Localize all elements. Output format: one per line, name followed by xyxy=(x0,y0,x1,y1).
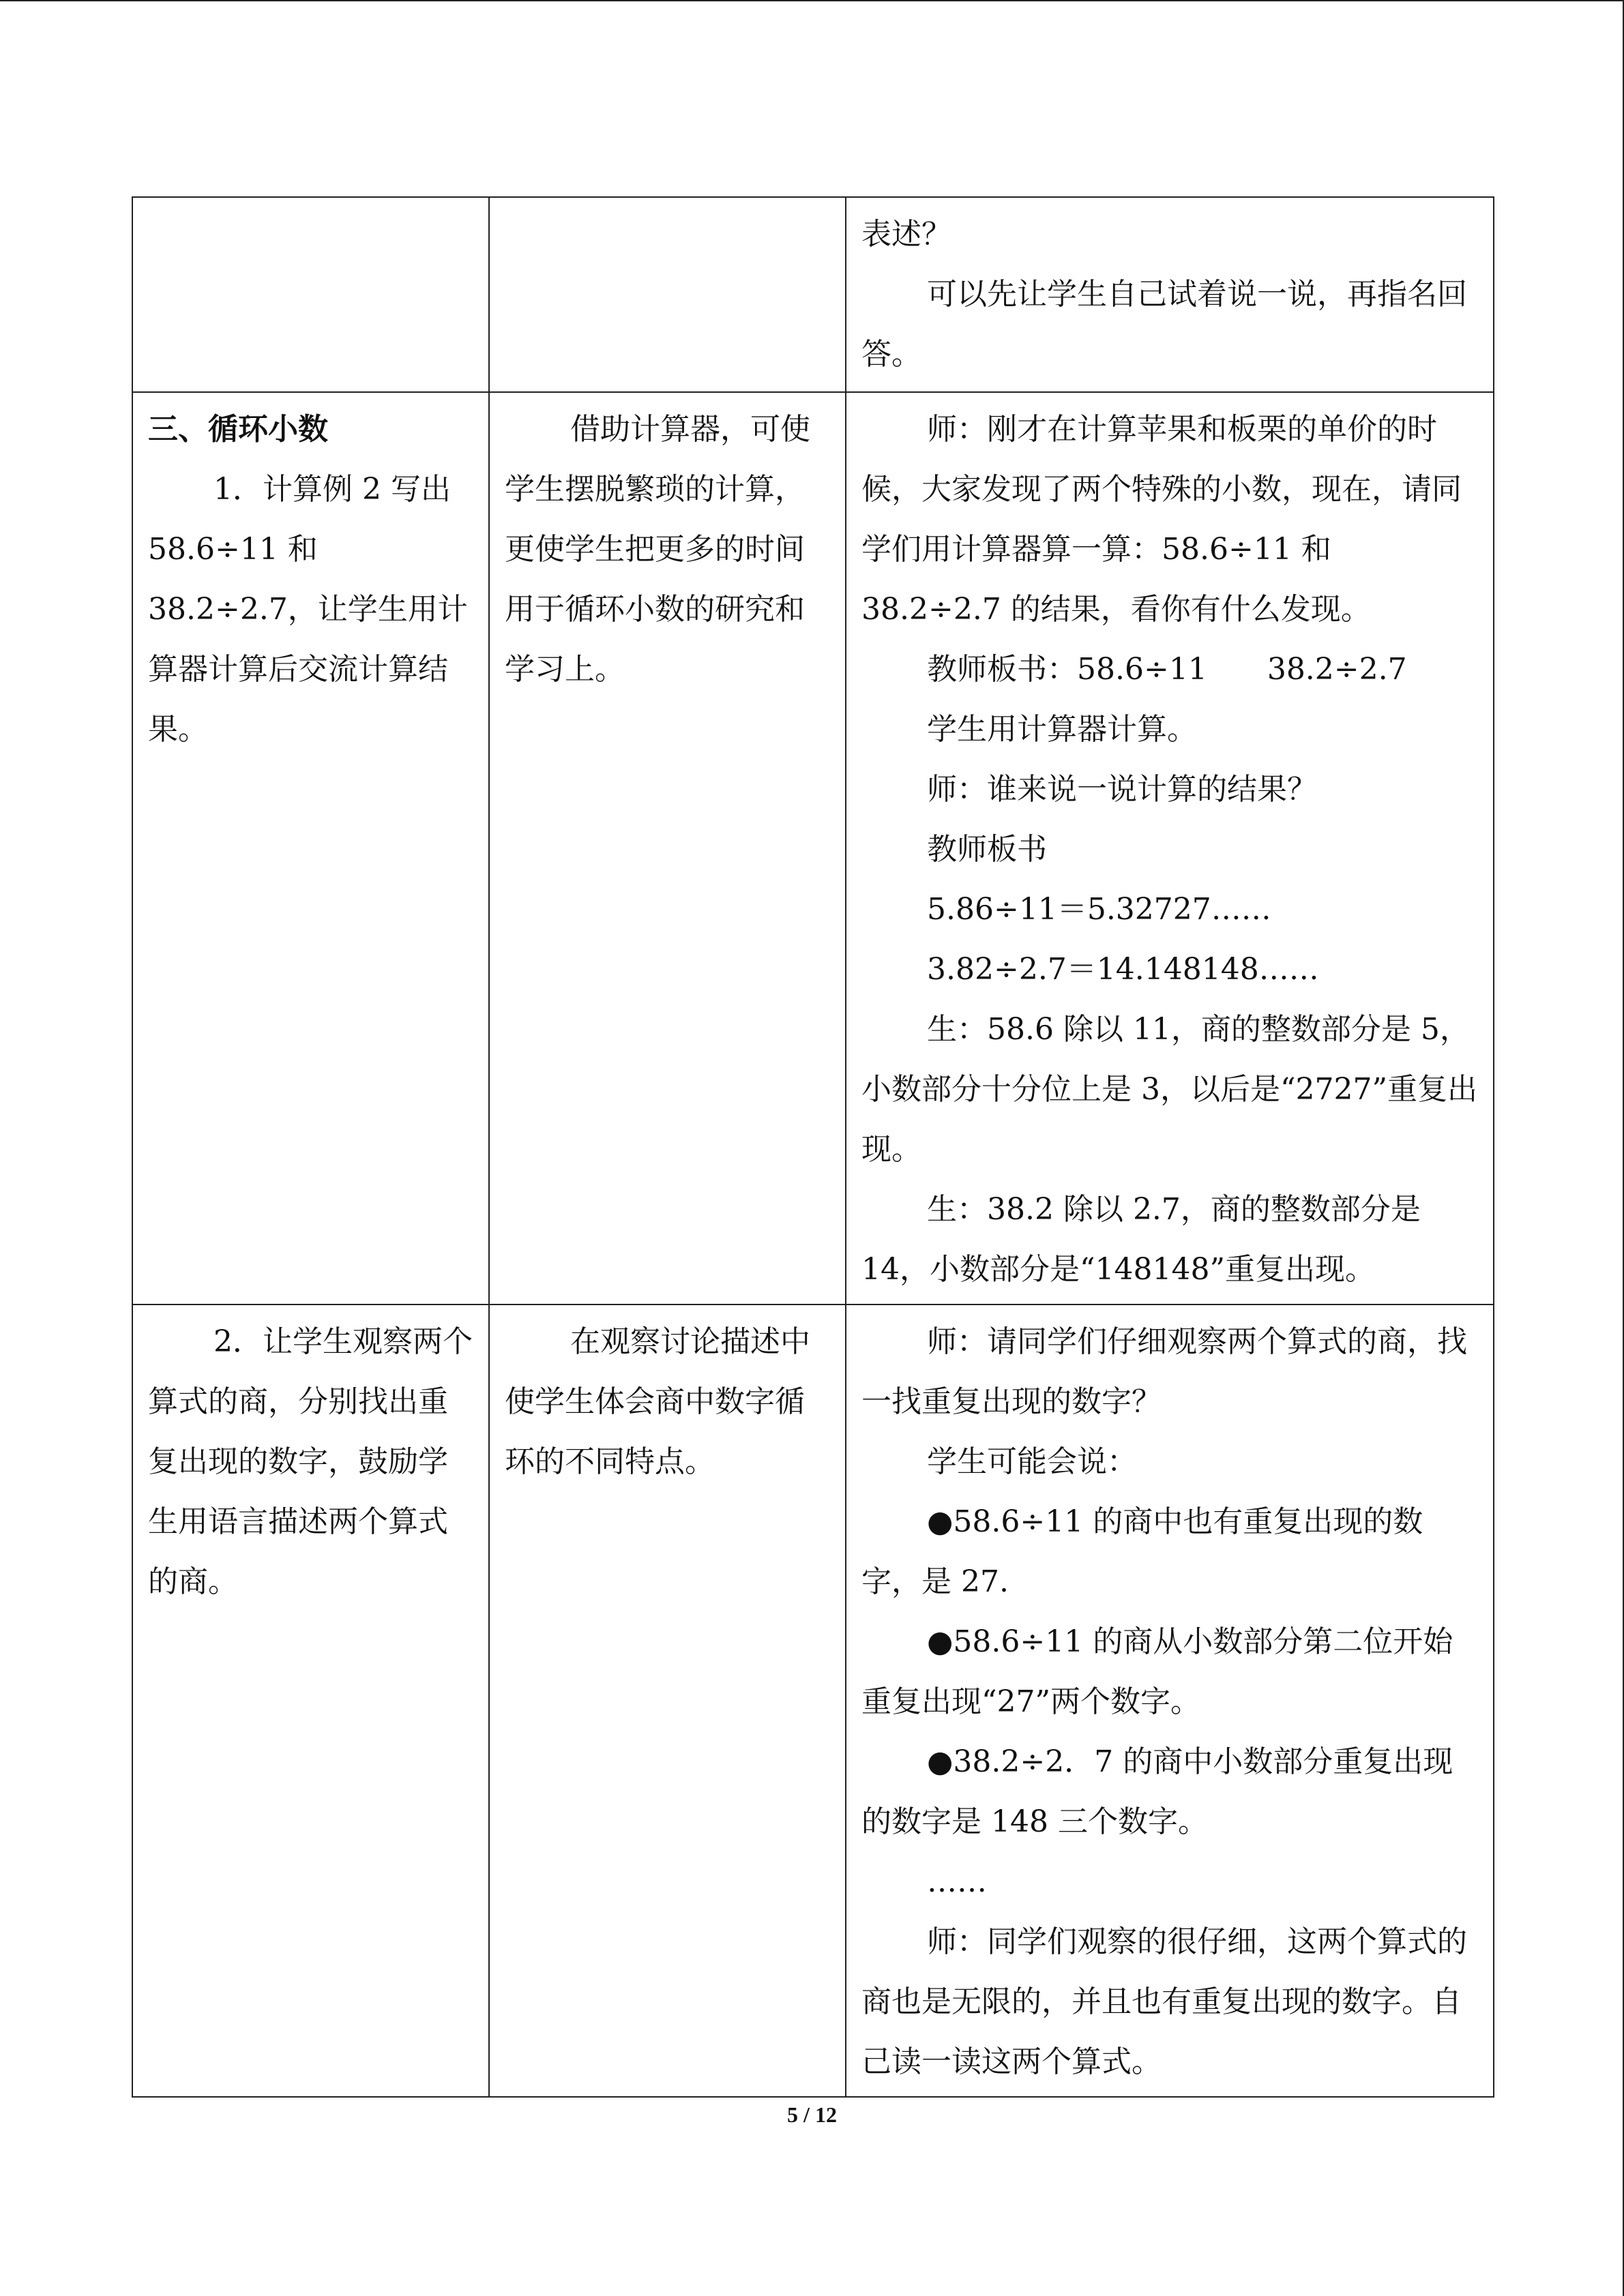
lesson-plan-body xyxy=(132,197,1494,2097)
cell-activity xyxy=(132,392,489,1304)
cell-paragraph: …… xyxy=(927,1864,987,1899)
cell-paragraph: 师：谁来说一说计算的结果？ xyxy=(927,772,1317,807)
cell-process xyxy=(846,197,1494,392)
cell-activity xyxy=(132,1304,489,2097)
cell-paragraph: 师：刚才在计算苹果和板栗的单价的时候，大家发现了两个特殊的小数，现在，请同学们用计算器算一算：58.6÷11 和 38.2÷2.7 的结果，看你有什么发现。 xyxy=(861,412,1462,627)
cell-paragraph: 5.86÷11＝5.32727…… xyxy=(927,892,1271,927)
cell-paragraph: 学生用计算器计算。 xyxy=(927,712,1197,747)
page-number: 5 / 12 xyxy=(787,2102,837,2127)
cell-process xyxy=(846,392,1494,1304)
cell-paragraph: 借助计算器，可使学生摆脱繁琐的计算，更使学生把更多的时间用于循环小数的研究和学习上。 xyxy=(505,412,810,687)
cell-paragraph: 师：同学们观察的很仔细，这两个算式的商也是无限的，并且也有重复出现的数字。自己读一读这两个算式。 xyxy=(861,1924,1467,2079)
cell-paragraph: 1．计算例 2 写出 58.6÷11 和 38.2÷2.7，让学生用计算器计算后交流计算结果。 xyxy=(148,472,468,747)
cell-paragraph: 教师板书：58.6÷11 38.2÷2.7 xyxy=(927,652,1407,687)
cell-paragraph: 教师板书 xyxy=(927,832,1047,867)
cell-paragraph: ●58.6÷11 的商从小数部分第二位开始重复出现“27”两个数字。 xyxy=(861,1624,1453,1719)
cell-paragraph: 生：58.6 除以 11，商的整数部分是 5，小数部分十分位上是 3，以后是“2727”重复出现。 xyxy=(861,1012,1477,1167)
cell-intent xyxy=(489,392,846,1304)
cell-paragraph: 表述？ xyxy=(861,217,951,252)
cell-paragraph: ●58.6÷11 的商中也有重复出现的数字，是 27. xyxy=(861,1504,1423,1599)
cell-intent xyxy=(489,1304,846,2097)
cell-paragraph: 可以先让学生自己试着说一说，再指名回答。 xyxy=(861,277,1467,372)
lesson-plan-table xyxy=(132,196,1494,2098)
cell-process xyxy=(846,1304,1494,2097)
cell-paragraph: 3.82÷2.7＝14.148148…… xyxy=(927,952,1319,987)
section-heading: 三、循环小数 xyxy=(148,412,328,447)
table-row xyxy=(132,1304,1494,2097)
cell-paragraph: 师：请同学们仔细观察两个算式的商，找一找重复出现的数字？ xyxy=(861,1324,1467,1419)
cell-activity xyxy=(132,197,489,392)
table-row xyxy=(132,197,1494,392)
cell-intent xyxy=(489,197,846,392)
cell-paragraph: 2．让学生观察两个算式的商，分别找出重复出现的数字，鼓励学生用语言描述两个算式的商。 xyxy=(148,1324,473,1599)
cell-paragraph: ●38.2÷2．7 的商中小数部分重复出现的数字是 148 三个数字。 xyxy=(861,1744,1453,1839)
cell-paragraph: 生：38.2 除以 2.7，商的整数部分是 14，小数部分是“148148”重复出现。 xyxy=(861,1192,1421,1287)
table-row xyxy=(132,392,1494,1304)
cell-paragraph: 学生可能会说： xyxy=(927,1444,1137,1479)
cell-paragraph: 在观察讨论描述中使学生体会商中数字循环的不同特点。 xyxy=(505,1324,810,1479)
